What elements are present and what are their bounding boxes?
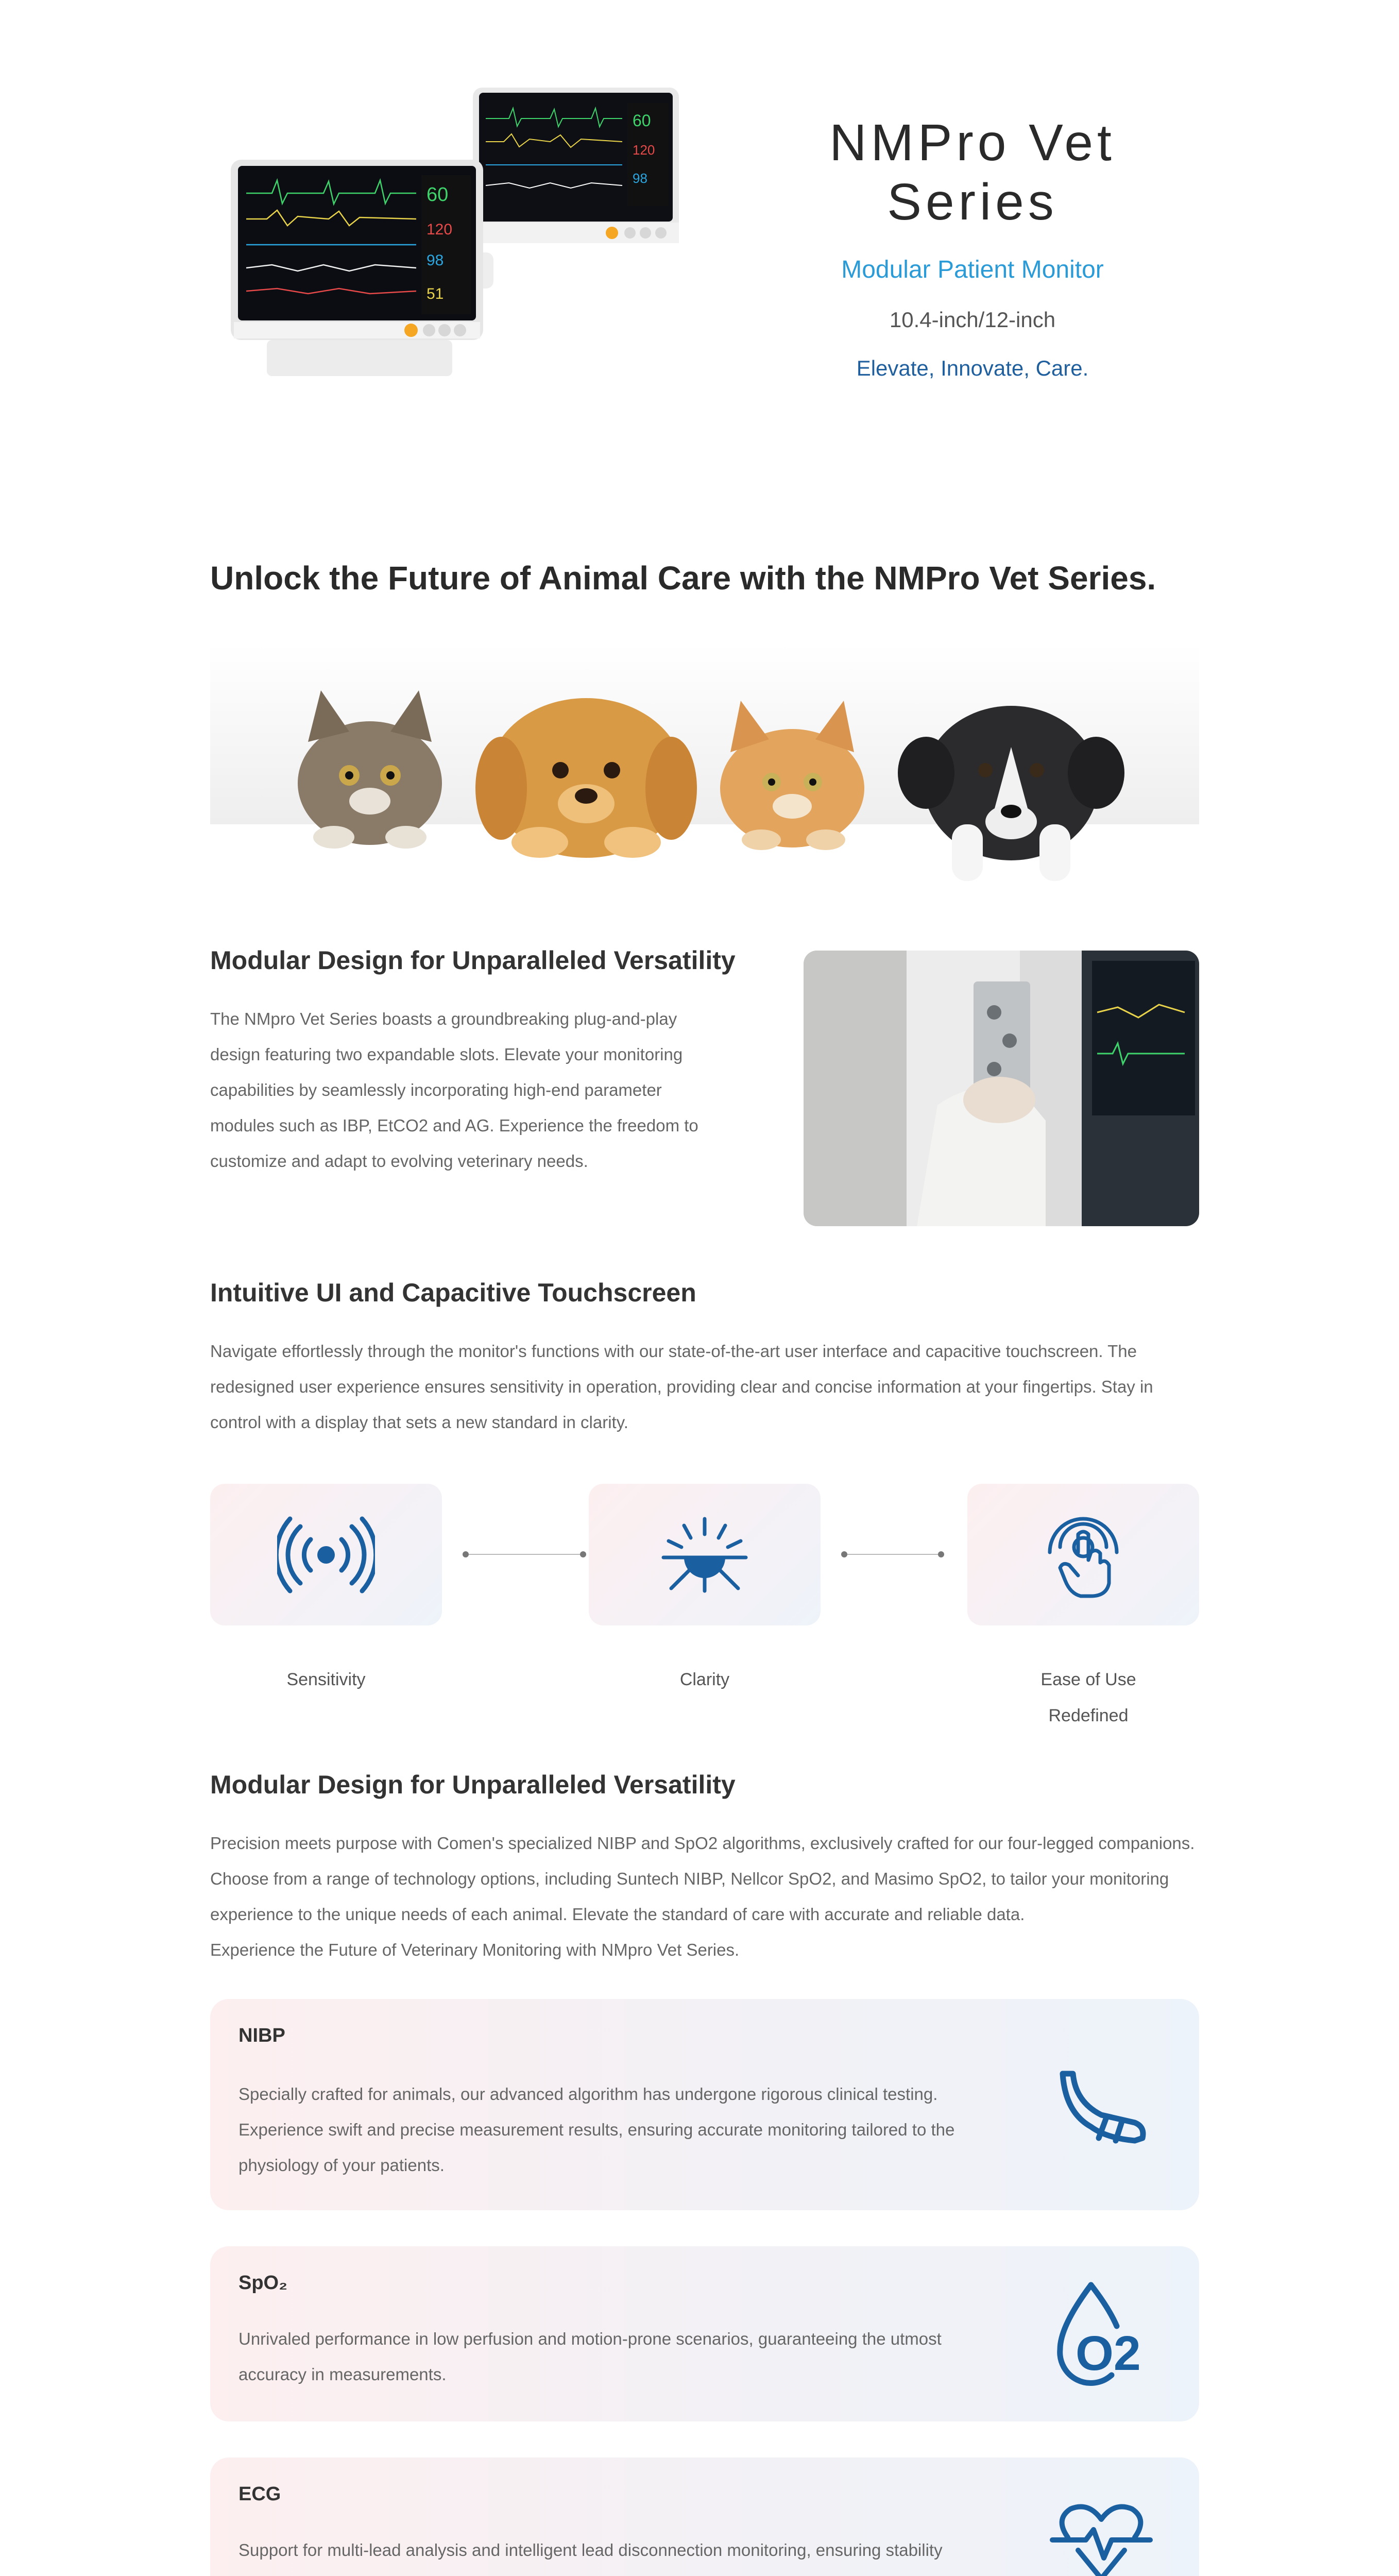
body-paragraph: Precision meets purpose with Comen's specialized NIBP and SpO2 algorithms, exclusively crafted for our four-legged companions. Choose from a range of technology options, including Suntech NIBP, Nellcor SpO2, and Masimo SpO2, to tailor your monitoring experience to the unique needs of each animal. Elevate the standard of care with accurate and reliable data. [210, 1834, 1195, 1924]
card-text: Unrivaled performance in low perfusion and motion-prone scenarios, guaranteeing the utmost accuracy in measurements. [238, 2329, 942, 2384]
svg-text:60: 60 [426, 184, 449, 206]
feature-connector [841, 1553, 944, 1555]
feature-row [210, 1484, 1199, 1725]
card-title: SpO₂ [238, 2272, 287, 2294]
monitor-product-image [231, 88, 684, 392]
nibp-card [210, 1999, 1199, 2210]
section-body: Navigate effortlessly through the monitor's functions with our state-of-the-art user interface and capacitive touchscreen. The redesigned user experience ensures sensitivity in operation, providing clear and concise information at your fingertips. Stay in control with a display that sets a new standard in clarity. [210, 1342, 1153, 1432]
heart-pulse-icon [1050, 2499, 1153, 2576]
section-title: Intuitive UI and Capacitive Touchscreen [210, 1278, 696, 1307]
feature-connector [463, 1553, 586, 1555]
svg-text:98: 98 [426, 252, 444, 269]
card-text: Specially crafted for animals, our advanced algorithm has undergone rigorous clinical testing. Experience swift and precise measurement results, ensuring accurate monitoring tailored to the physiology of your patients. [238, 2084, 955, 2175]
signal-waves-icon [277, 1516, 375, 1594]
screen-sizes: 10.4-inch/12-inch [889, 308, 1056, 332]
pets-banner-image [210, 644, 1199, 891]
modular-design-section [210, 945, 1199, 1179]
svg-text:60: 60 [633, 111, 651, 130]
feature-card-ease-of-use [967, 1484, 1199, 1625]
o2-drop-icon [1050, 2280, 1153, 2388]
feature-card-clarity [589, 1484, 821, 1625]
module-insertion-photo [804, 951, 1199, 1226]
section-title: Modular Design for Unparalleled Versatility [210, 1770, 736, 1799]
product-subtitle: Modular Patient Monitor [841, 256, 1104, 283]
bp-cuff-icon [1050, 2066, 1153, 2148]
svg-text:51: 51 [426, 285, 444, 302]
feature-label: Sensitivity [286, 1670, 366, 1689]
spo2-card [210, 2246, 1199, 2421]
product-tagline: Elevate, Innovate, Care. [856, 356, 1089, 380]
ecg-card [210, 2458, 1199, 2576]
section-body: The NMpro Vet Series boasts a groundbreaking plug-and-play design featuring two expandable slots. Elevate your monitoring capabilities by seamlessly incorporating high-end parameter modules such as IBP, EtCO2 and AG. Experience the freedom to customize and adapt to evolving veterinary needs. [210, 1009, 698, 1171]
page-headline: Unlock the Future of Animal Care with the NMPro Vet Series. [210, 560, 1156, 597]
svg-text:120: 120 [633, 142, 655, 158]
section-title: Modular Design for Unparalleled Versatility [210, 946, 736, 975]
touch-hand-icon [1039, 1511, 1127, 1599]
hero-section [210, 77, 1199, 397]
feature-card-sensitivity [210, 1484, 442, 1625]
svg-text:120: 120 [426, 221, 453, 238]
svg-text:O2: O2 [1076, 2326, 1141, 2381]
algorithm-section [210, 1770, 1199, 1968]
product-title: NMPro Vet Series [829, 114, 1116, 231]
card-title: ECG [238, 2483, 281, 2505]
body-closing-line: Experience the Future of Veterinary Monitoring with NMpro Vet Series. [210, 1940, 740, 1959]
feature-label: Clarity [679, 1670, 730, 1689]
sun-clarity-icon [661, 1516, 748, 1594]
hero-text-block [746, 113, 1199, 381]
svg-text:98: 98 [633, 171, 647, 186]
card-text: Support for multi-lead analysis and intelligent lead disconnection monitoring, ensuring stability [238, 2540, 943, 2560]
card-title: NIBP [238, 2025, 285, 2046]
section-body [210, 1825, 1199, 1968]
feature-label: Ease of Use Redefined [1040, 1670, 1136, 1725]
ui-touchscreen-section [210, 1278, 1199, 1440]
